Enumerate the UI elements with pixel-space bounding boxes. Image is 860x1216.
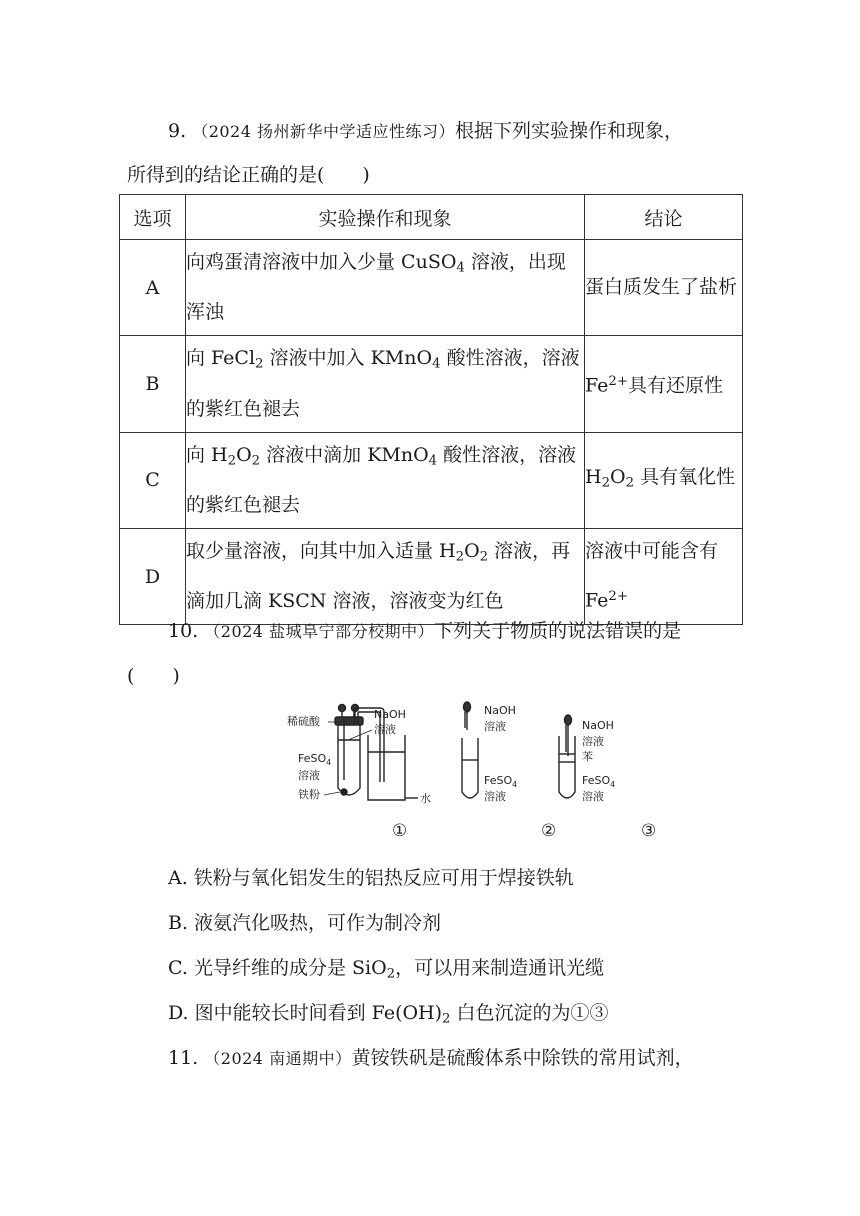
label-acid: 稀硫酸: [287, 715, 320, 728]
header-operation: 实验操作和现象: [186, 195, 585, 240]
table-row: [120, 528, 743, 624]
table-row: [120, 336, 743, 432]
header-option: 选项: [120, 195, 186, 240]
label-feso4-2: FeSO$_4$: [484, 774, 518, 789]
q10-source: （2024 盐城阜宁部分校期中）: [204, 622, 435, 641]
q11-source: （2024 南通期中）: [204, 1049, 352, 1068]
row-option: B: [120, 336, 186, 432]
q9-stem-2: 所得到的结论正确的是( ): [127, 164, 370, 186]
q9-number: 9.: [168, 120, 187, 142]
label-soln-2: 溶液: [484, 720, 506, 733]
q9-stem: 根据下列实验操作和现象，: [455, 120, 684, 142]
option-a: A. 铁粉与氧化铝发生的铝热反应可用于焊接铁轨: [168, 867, 574, 889]
q10-line2: [127, 661, 180, 688]
row-option: C: [120, 432, 186, 528]
table-header-row: [120, 195, 743, 240]
q11-line1: [168, 1043, 694, 1070]
label-naoh-2: NaOH: [484, 704, 516, 717]
row-conclusion: $H_2O_2$ 具有氧化性: [585, 432, 743, 528]
apparatus-2: [462, 702, 478, 798]
option-b: B. 液氨汽化吸热，可作为制冷剂: [168, 912, 442, 934]
label-soln-feso4-1: 溶液: [298, 769, 320, 782]
q11-stem: 黄铵铁矾是硫酸体系中除铁的常用试剂，: [351, 1047, 694, 1069]
row-operation: 向鸡蛋清溶液中加入少量 CuSO$_4$ 溶液，出现浑浊: [186, 240, 585, 336]
label-soln-3: 溶液: [582, 735, 604, 748]
row-option: A: [120, 240, 186, 336]
q9-line1: [168, 116, 683, 143]
row-operation: 向 FeCl$_2$ 溶液中加入 KMnO$_4$ 酸性溶液，溶液的紫红色褪去: [186, 336, 585, 432]
label-soln-feso4-2: 溶液: [484, 790, 506, 803]
label-feso4-3: FeSO$_4$: [582, 774, 616, 789]
label-water: 水: [420, 792, 431, 805]
row-option: D: [120, 528, 186, 624]
table-row: [120, 432, 743, 528]
q10-line1: [168, 616, 681, 643]
header-conclusion: 结论: [585, 195, 743, 240]
apparatus-3: [559, 715, 575, 798]
caption-1: ①: [392, 821, 408, 841]
label-naoh-3: NaOH: [582, 719, 614, 732]
label-naoh-1: NaOH: [374, 708, 406, 721]
table-row: [120, 240, 743, 336]
label-feso4-1: FeSO$_4$: [298, 752, 332, 767]
row-conclusion: $Fe^{2+}$具有还原性: [585, 336, 743, 432]
q10-stem-2: ( ): [127, 665, 180, 687]
option-d: D. 图中能较长时间看到 $Fe(OH)_2$ 白色沉淀的为①③: [168, 1002, 609, 1027]
q9-source: （2024 扬州新华中学适应性练习）: [192, 122, 455, 141]
label-iron: 铁粉: [298, 788, 320, 801]
label-soln-feso4-3: 溶液: [582, 790, 604, 803]
row-conclusion: 溶液中可能含有 $Fe^{2+}$: [585, 528, 743, 624]
q10-stem: 下列关于物质的说法错误的是: [434, 620, 682, 642]
q10-number: 10.: [168, 620, 199, 642]
row-conclusion: 蛋白质发生了盐析: [585, 240, 743, 336]
caption-2: ②: [541, 821, 557, 841]
row-operation: 向 $H_2O_2$ 溶液中滴加 KMnO$_4$ 酸性溶液，溶液的紫红色褪去: [186, 432, 585, 528]
q11-number: 11.: [168, 1047, 199, 1069]
row-operation: 取少量溶液，向其中加入适量 $H_2O_2$ 溶液，再滴加几滴 KSCN 溶液，溶液变为红色: [186, 528, 585, 624]
label-soln-1: 溶液: [374, 723, 396, 736]
option-c: C. 光导纤维的成分是 SiO$_2$，可以用来制造通讯光缆: [168, 957, 605, 982]
caption-3: ③: [641, 821, 657, 841]
experiment-table: [119, 194, 743, 625]
apparatus-figure: [280, 700, 680, 850]
q9-line2: [127, 160, 370, 187]
label-benzene: 苯: [582, 750, 593, 763]
